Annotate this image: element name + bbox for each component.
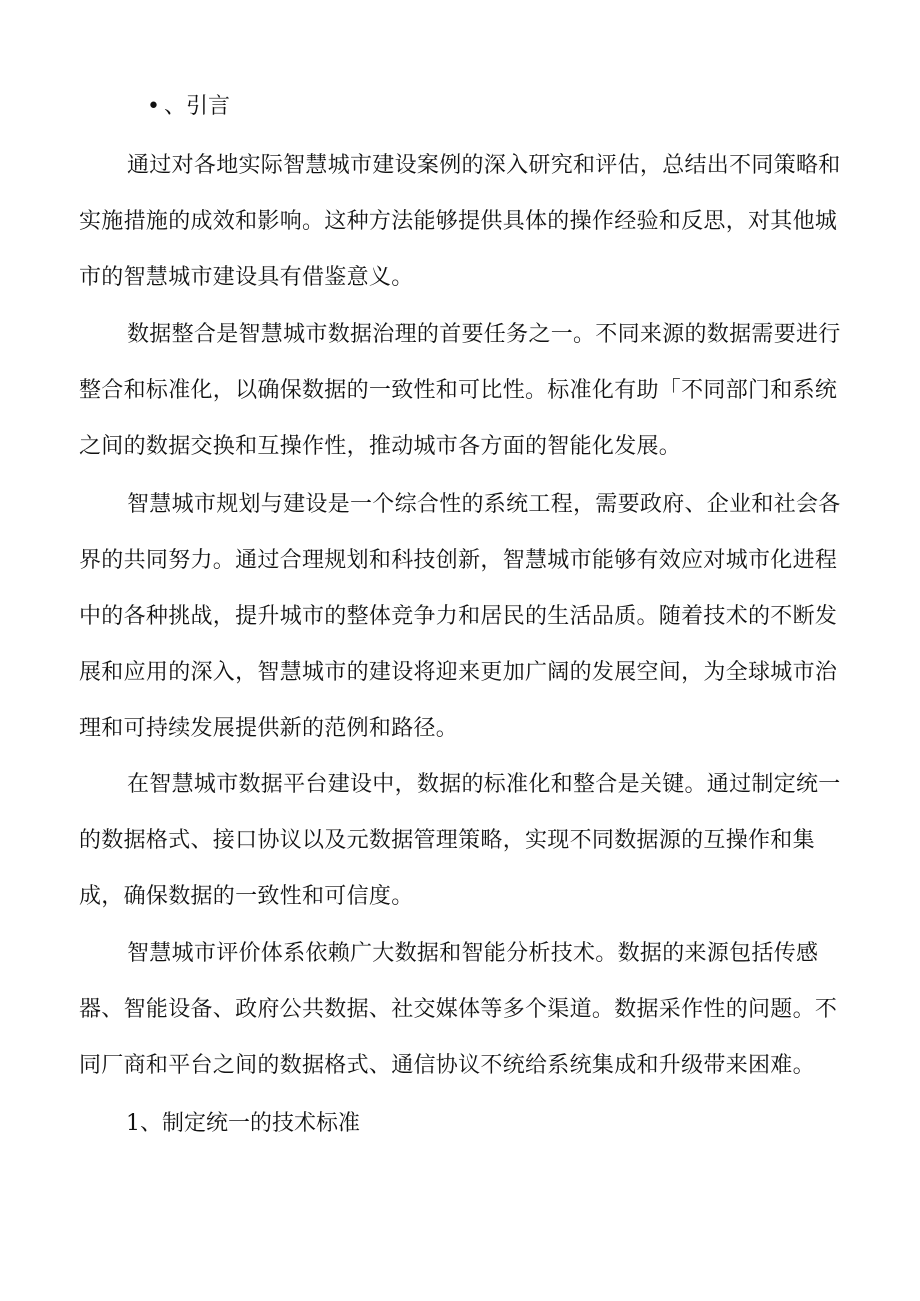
paragraph-4: 在智慧城市数据平台建设中，数据的标准化和整合是关键。通过制定统一的数据格式、接口协议以及元数据管理策略，实现不同数据源的互操作和集成，确保数据的一致性和可信度。 — [79, 772, 841, 909]
subsection-heading: 1、制定统一的技术标准 — [126, 1111, 360, 1136]
bullet-icon: • — [147, 94, 160, 119]
paragraph-1: 通过对各地实际智慧城市建设案例的深入研究和评估，总结出不同策略和实施措施的成效和影响。这种方法能够提供具体的操作经验和反思，对其他城市的智慧城市建设具有借鉴意义。 — [79, 153, 841, 290]
section-heading — [147, 92, 230, 122]
section-heading-text: 、引言 — [163, 94, 230, 119]
paragraph-5: 智慧城市评价体系依赖广大数据和智能分析技术。数据的来源包括传感器、智能设备、政府公共数据、社交媒体等多个渠道。数据采作性的问题。不同厂商和平台之间的数据格式、通信协议不统给系统集成和升级带来困难。 — [79, 941, 838, 1078]
paragraph-2: 数据整合是智慧城市数据治理的首要任务之一。不同来源的数据需要进行整合和标准化，以确保数据的一致性和可比性。标准化有助「不同部门和系统之间的数据交换和互操作性，推动城市各方面的智能化发展。 — [79, 322, 841, 459]
paragraph-3: 智慧城市规划与建设是一个综合性的系统工程，需要政府、企业和社会各界的共同努力。通过合理规划和科技创新，智慧城市能够有效应对城市化进程中的各种挑战，提升城市的整体竞争力和居民的生活品质。随着技术的不断发展和应用的深入，智慧城市的建设将迎来更加广阔的发展空间，为全球城市治理和可持续发展提供新的范例和路径。 — [79, 492, 841, 741]
